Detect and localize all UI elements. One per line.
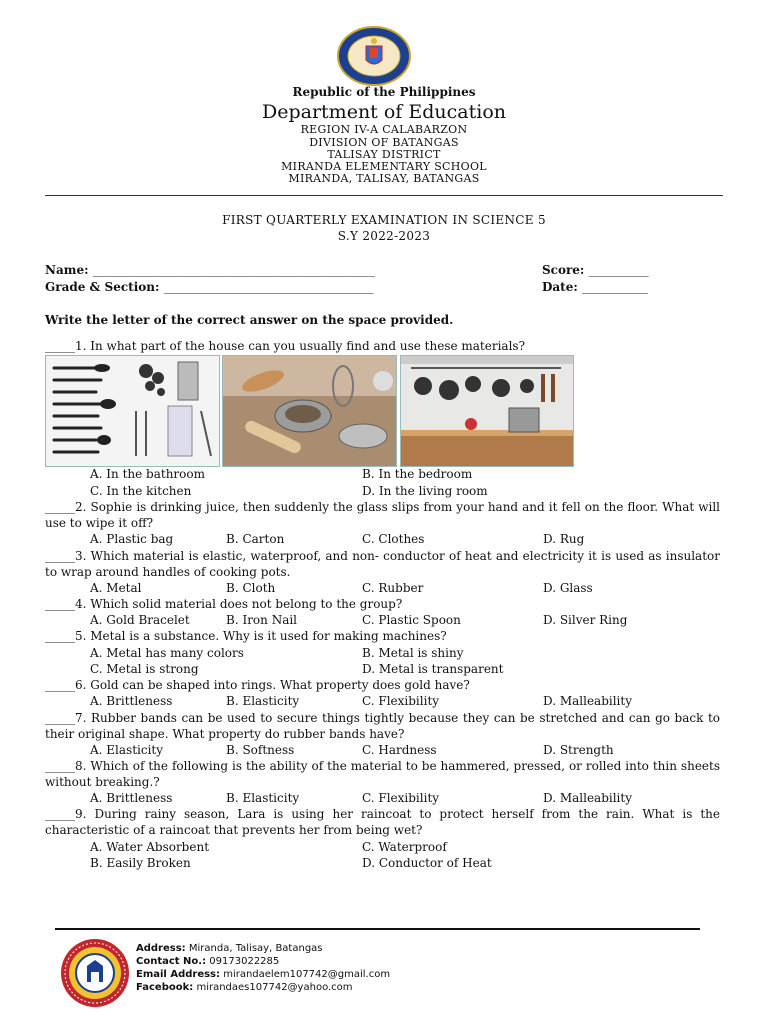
school-line: MIRANDA ELEMENTARY SCHOOL xyxy=(281,160,487,173)
q4-option-a[interactable]: A. Gold Bracelet xyxy=(90,613,190,627)
name-line: _______________________________________________ xyxy=(92,263,375,277)
school-year: S.Y 2022-2023 xyxy=(337,229,431,243)
q8-option-b[interactable]: B. Elasticity xyxy=(226,791,300,805)
q7-option-b[interactable]: B. Softness xyxy=(226,743,295,757)
date-line: ___________ xyxy=(581,280,648,294)
q4-option-b[interactable]: B. Iron Nail xyxy=(226,613,298,627)
question-2: _____2. Sophie is drinking juice, then suddenly the glass slips from your hand and it fell on the floor. What will use to wipe it off? xyxy=(45,500,720,530)
q6-option-a[interactable]: A. Brittleness xyxy=(90,694,173,708)
q8-option-c[interactable]: C. Flexibility xyxy=(362,791,440,805)
q7-option-a[interactable]: A. Elasticity xyxy=(90,743,164,757)
q1-option-d[interactable]: D. In the living room xyxy=(362,484,488,498)
q2-option-c[interactable]: C. Clothes xyxy=(362,532,425,546)
q9-option-a[interactable]: A. Water Absorbent xyxy=(90,840,210,854)
q2-option-b[interactable]: B. Carton xyxy=(226,532,285,546)
division-line: DIVISION OF BATANGAS xyxy=(309,136,459,149)
footer-contact: Contact No.: 09173022285 xyxy=(136,956,280,967)
footer-email: Email Address: mirandaelem107742@gmail.com xyxy=(136,969,391,980)
date-label: Date: xyxy=(542,280,578,294)
footer-facebook: Facebook: mirandaes107742@yahoo.com xyxy=(136,982,353,993)
question-8: _____8. Which of the following is the ability of the material to be hammered, pressed, or rolled into thin sheets without breaking.? xyxy=(45,759,720,789)
question-9: _____9. During rainy season, Lara is using her raincoat to protect herself from the rain. What is the characteristic of a raincoat that prevents her from being wet? xyxy=(45,807,720,837)
kitchen-photo xyxy=(400,355,574,467)
baking-tools-photo xyxy=(222,355,397,467)
name-field[interactable] xyxy=(45,262,375,278)
footer-contact-block xyxy=(136,942,390,994)
q6-option-c[interactable]: C. Flexibility xyxy=(362,694,440,708)
header-divider xyxy=(45,195,723,196)
deped-seal-logo xyxy=(336,26,412,86)
grade-section-field[interactable] xyxy=(45,279,374,295)
q3-option-d[interactable]: D. Glass xyxy=(543,581,593,595)
utensils-photo xyxy=(45,355,220,467)
footer-address: Address: Miranda, Talisay, Batangas xyxy=(136,943,323,954)
q7-option-d[interactable]: D. Strength xyxy=(543,743,614,757)
q1-option-c[interactable]: C. In the kitchen xyxy=(90,484,192,498)
q5-option-d[interactable]: D. Metal is transparent xyxy=(362,662,504,676)
question-1: _____1. In what part of the house can you usually find and use these materials? xyxy=(45,339,526,353)
q1-option-a[interactable]: A. In the bathroom xyxy=(90,467,205,481)
q5-option-c[interactable]: C. Metal is strong xyxy=(90,662,199,676)
school-address-line: MIRANDA, TALISAY, BATANGAS xyxy=(288,172,480,185)
instructions: Write the letter of the correct answer on the space provided. xyxy=(45,313,454,327)
q8-option-a[interactable]: A. Brittleness xyxy=(90,791,173,805)
school-logo xyxy=(60,938,130,1008)
republic-line: Republic of the Philippines xyxy=(292,85,476,99)
question-6: _____6. Gold can be shaped into rings. What property does gold have? xyxy=(45,678,470,692)
q4-option-c[interactable]: C. Plastic Spoon xyxy=(362,613,461,627)
q1-option-b[interactable]: B. In the bedroom xyxy=(362,467,473,481)
grade-section-line: ___________________________________ xyxy=(163,280,374,294)
footer-divider xyxy=(55,928,700,930)
q3-option-b[interactable]: B. Cloth xyxy=(226,581,276,595)
q5-option-b[interactable]: B. Metal is shiny xyxy=(362,646,464,660)
date-field[interactable] xyxy=(542,279,648,295)
question-5: _____5. Metal is a substance. Why is it used for making machines? xyxy=(45,629,447,643)
q8-option-d[interactable]: D. Malleability xyxy=(543,791,632,805)
q7-option-c[interactable]: C. Hardness xyxy=(362,743,437,757)
q4-option-d[interactable]: D. Silver Ring xyxy=(543,613,628,627)
exam-title: FIRST QUARTERLY EXAMINATION IN SCIENCE 5 xyxy=(222,213,546,227)
q6-option-b[interactable]: B. Elasticity xyxy=(226,694,300,708)
q5-option-a[interactable]: A. Metal has many colors xyxy=(90,646,244,660)
q3-option-a[interactable]: A. Metal xyxy=(90,581,142,595)
score-line: __________ xyxy=(588,263,649,277)
name-label: Name: xyxy=(45,263,89,277)
q6-option-d[interactable]: D. Malleability xyxy=(543,694,632,708)
q3-option-c[interactable]: C. Rubber xyxy=(362,581,424,595)
region-line: REGION IV-A CALABARZON xyxy=(300,123,468,136)
question-4: _____4. Which solid material does not belong to the group? xyxy=(45,597,403,611)
grade-section-label: Grade & Section: xyxy=(45,280,160,294)
q9-option-b[interactable]: B. Easily Broken xyxy=(90,856,191,870)
department-title: Department of Education xyxy=(262,101,506,123)
question-3: _____3. Which material is elastic, waterproof, and non- conductor of heat and electricity it is used as insulator to wrap around handles of cooking pots. xyxy=(45,549,720,579)
district-line: TALISAY DISTRICT xyxy=(327,148,441,161)
score-field[interactable] xyxy=(542,262,649,278)
q2-option-a[interactable]: A. Plastic bag xyxy=(90,532,174,546)
question-7: _____7. Rubber bands can be used to secure things tightly because they can be stretched and can go back to their original shape. What property do rubber bands have? xyxy=(45,711,720,741)
q9-option-c[interactable]: C. Waterproof xyxy=(362,840,447,854)
q2-option-d[interactable]: D. Rug xyxy=(543,532,585,546)
q9-option-d[interactable]: D. Conductor of Heat xyxy=(362,856,492,870)
score-label: Score: xyxy=(542,263,585,277)
